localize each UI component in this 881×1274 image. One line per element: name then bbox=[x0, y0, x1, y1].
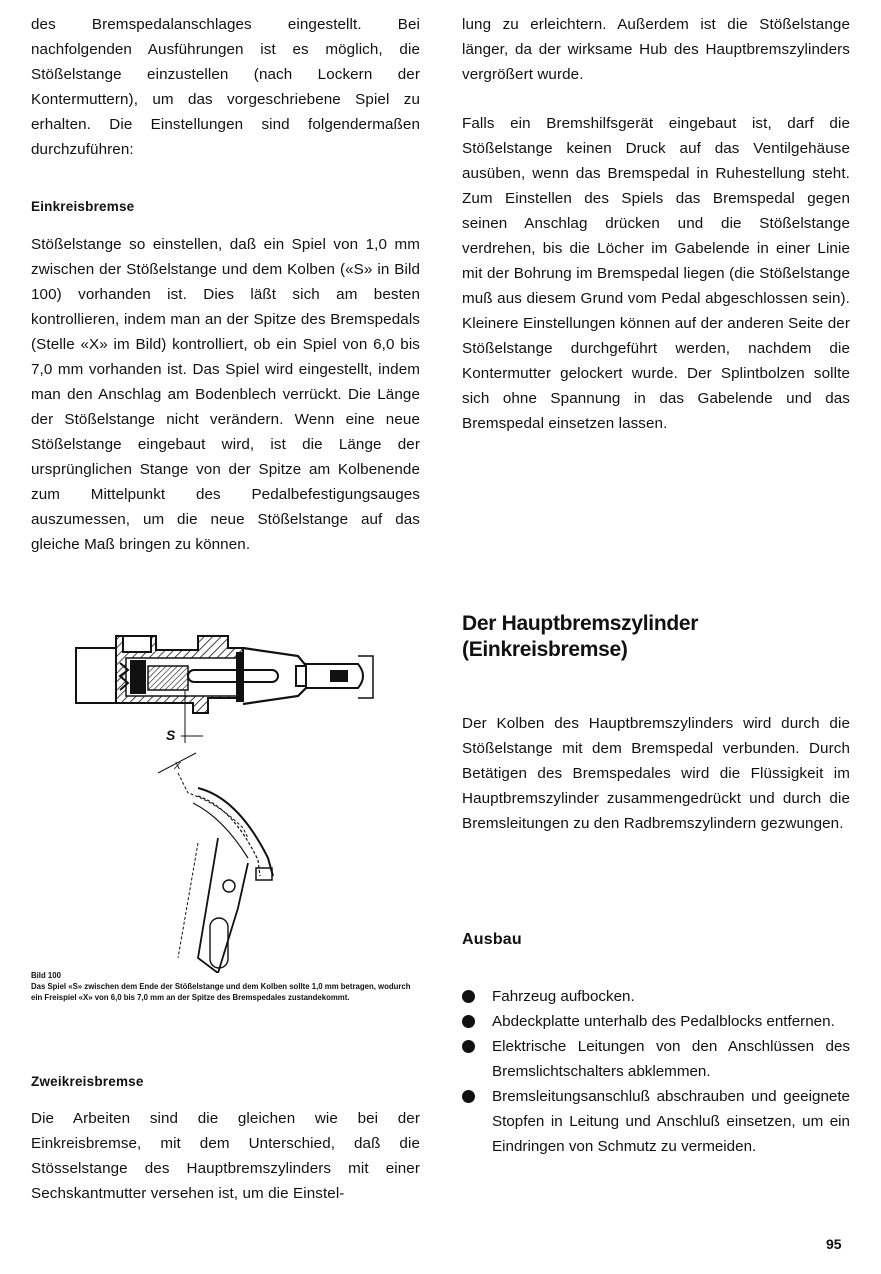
einkreisbremse-paragraph: Stößelstange so einstellen, daß ein Spiel von 1,0 mm zwischen der Stößelstange und dem Kolben («S» in Bild 100) vorhanden ist. Dies läßt sich am besten kontrollieren, indem man an der Spitze des Bremspedals (Stelle «X» im Bild) kontrolliert, ob ein Spiel von 6,0 bis 7,0 mm vorhanden ist. Das Spiel wird eingestellt, indem man den Anschlag am Bodenblech verrückt. Die Länge der Stößelstange nicht verändern. Wenn eine neue Stößelstange eingebaut wird, ist die Länge der ursprünglichen Stange von der Spitze am Kolbenende zum Mittelpunkt des Pedalbefestigungsauges auszumessen, um die neue Stößelstange auf das gleiche Maß bringen zu können. bbox=[31, 236, 420, 553]
figure-caption bbox=[31, 970, 421, 1003]
master-cylinder-cross-section-illustration bbox=[68, 628, 388, 973]
brake-pedal-pushrod-diagram bbox=[68, 628, 388, 973]
einkreisbremse-heading: Einkreisbremse bbox=[31, 199, 135, 214]
figure-caption-title: Bild 100 bbox=[31, 971, 61, 980]
ausbau-step-text: Abdeckplatte unterhalb des Pedalblocks entfernen. bbox=[492, 1013, 835, 1030]
bullet-icon bbox=[462, 1090, 475, 1103]
bullet-icon bbox=[462, 1040, 475, 1053]
master-cylinder-paragraph: Der Kolben des Hauptbremszylinders wird durch die Stößelstange mit dem Bremspedal verbunden. Durch Betätigen des Bremspedales wird die Flüssigkeit im Hauptbremszylinder zusammengedrückt und durch die Bremsleitungen zu den Radbremszylindern gezwungen. bbox=[462, 715, 850, 832]
ausbau-step bbox=[462, 1084, 850, 1159]
ausbau-steps-list bbox=[462, 984, 850, 1159]
continued-paragraph: lung zu erleichtern. Außerdem ist die Stößelstange länger, da der wirksame Hub des Hauptbremszylinders vergrößert wurde. bbox=[462, 16, 850, 83]
ausbau-step-text: Fahrzeug aufbocken. bbox=[492, 988, 635, 1005]
bullet-icon bbox=[462, 1015, 475, 1028]
ausbau-heading: Ausbau bbox=[462, 931, 522, 948]
dimension-label-x: X bbox=[174, 761, 181, 772]
intro-paragraph: des Bremspedalanschlages eingestellt. Bei nachfolgenden Ausführungen ist es möglich, die Stößelstange einzustellen (nach Lockern der Kontermuttern), um das vorgeschriebene Spiel zu erhalten. Die Einstellungen sind folgendermaßen durchzuführen: bbox=[31, 16, 420, 158]
zweikreisbremse-heading: Zweikreisbremse bbox=[31, 1074, 144, 1089]
figure-caption-text: Das Spiel «S» zwischen dem Ende der Stößelstange und dem Kolben sollte 1,0 mm betragen, wodurch ein Freispiel «X» von 6,0 bis 7,0 mm an der Spitze des Bremspedales zustandekommt. bbox=[31, 982, 411, 1002]
ausbau-step bbox=[462, 984, 850, 1009]
ausbau-step bbox=[462, 1009, 850, 1034]
master-cylinder-heading bbox=[462, 611, 698, 663]
ausbau-step-text: Elektrische Leitungen von den Anschlüssen des Bremslichtschalters abklemmen. bbox=[492, 1038, 850, 1080]
brake-booster-paragraph: Falls ein Bremshilfsgerät eingebaut ist, darf die Stößelstange keinen Druck auf das Ventilgehäuse ausüben, wenn das Bremspedal in Ruhestellung steht. Zum Einstellen des Spiels das Bremspedal gegen seinen Anschlag drücken und die Stößelstange verdrehen, bis die Löcher im Gabelende in einer Linie mit der Bohrung im Bremspedal liegen (die Stößelstange muß aus diesem Grund vom Pedal abgeschlossen sein). Kleinere Einstellungen können auf der anderen Seite der Stößelstange durchgeführt werden, nachdem die Kontermutter gelockert wurde. Der Splintbolzen sollte sich ohne Spannung in das Gabelende und das Bremspedal einsetzen lassen. bbox=[462, 115, 850, 432]
bullet-icon bbox=[462, 990, 475, 1003]
ausbau-step bbox=[462, 1034, 850, 1084]
zweikreisbremse-paragraph: Die Arbeiten sind die gleichen wie bei der Einkreisbremse, mit dem Unterschied, daß die Stösselstange des Hauptbremszylinders mit einer Sechskantmutter versehen ist, um die Einstel- bbox=[31, 1110, 420, 1202]
ausbau-step-text: Bremsleitungsanschluß abschrauben und geeignete Stopfen in Leitung und Anschluß einsetzen, um ein Eindringen von Schmutz zu vermeiden. bbox=[492, 1088, 850, 1155]
page-number: 95 bbox=[826, 1236, 842, 1252]
master-cylinder-heading-line2: (Einkreisbremse) bbox=[462, 638, 628, 661]
dimension-label-s: S bbox=[166, 727, 176, 743]
master-cylinder-heading-line1: Der Hauptbremszylinder bbox=[462, 612, 699, 635]
